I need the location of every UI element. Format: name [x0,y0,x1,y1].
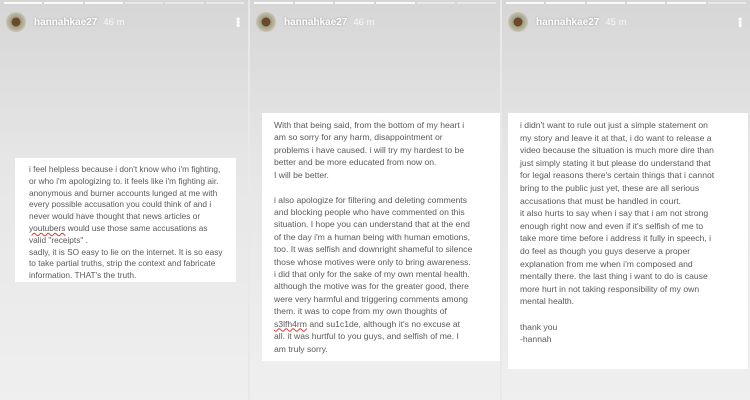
text-line: or who i'm apologizing to. it feels like i'm fighting air. [29,175,219,186]
text-line: information. THAT's the truth. [29,270,137,281]
text-line: enough right now and even if it's selfish of me to [520,220,704,231]
username[interactable]: hannahkae27 [284,16,348,28]
statement-text [15,158,236,282]
text-line: those whose motives were only to bring awareness. [274,256,471,267]
text-line: video because the situation is much more dire than [520,145,714,156]
text-line: were very harmful and triggering comments among [274,293,468,304]
text-line: valid "receipts" . [29,234,88,245]
text-line: do feel as though you guys deserve a proper [520,245,691,256]
text-line: situation. I hope you can understand that at the end [274,219,470,230]
text-line: mentally there. the last thing i want to do is cause [520,271,708,282]
text-line: i feel helpless because i don't know who i'm fighting, [29,164,221,174]
text-line: better and be more educated from now on. [274,157,437,168]
text-line: With that being said, from the bottom of my heart i [274,120,465,130]
avatar[interactable] [508,12,528,32]
misspelled-word: youtubers [29,222,66,233]
text-line: am truly sorry. [274,343,328,354]
story-header [6,10,245,34]
text-line: of the day i'm a human being with human emotions, [274,231,471,242]
text-line: it also hurts to say when i say that i am not strong [520,208,709,219]
more-options-icon[interactable]: ••• [733,17,747,27]
statement-text [262,113,500,361]
misspelled-word: s3lfh4rm [274,318,307,329]
text-line: them. it was to cope from my own thoughts of [274,306,447,317]
signature: -hannah [520,334,552,345]
username[interactable]: hannahkae27 [34,16,98,28]
text-line: thank you [520,321,558,332]
text-line: explanation from me when i'm composed and [520,258,693,269]
text-fragment: and su1c1de, although it's no excuse at [306,318,461,329]
story-panel-1 [0,0,248,400]
text-line: all. it was hurtful to you guys, and selfish of me. I [274,331,459,342]
text-line: i also apologize for filtering and deleting comments [274,194,467,205]
avatar[interactable] [256,12,276,32]
text-line: I will be better. [274,169,329,180]
text-line: never would have thought that news articles or [29,211,201,222]
text-line: although the motive was for the greater good, there [274,281,469,292]
text-line: bring to the public just yet, these are all serious [520,182,700,193]
story-progress [4,2,244,4]
timestamp: 46 m [103,16,125,28]
avatar[interactable] [6,12,26,32]
text-line [29,223,236,235]
story-progress [254,2,496,4]
story-header [256,10,494,34]
story-panel-3 [502,0,750,400]
text-line: accusations that must be handled in court. [520,195,681,206]
text-line: my story and leave it at that, i do want to release a [520,132,712,143]
timestamp: 45 m [605,16,627,28]
text-line: and blocking people who have commented on this [274,207,465,218]
text-line: just simply stating it but please do understand that [520,157,711,168]
story-panel-2 [250,0,500,400]
statement-text [508,113,748,369]
text-line: problems i have caused. i will try my hardest to be [274,144,465,155]
text-line: i didn't want to rule out just a simple statement on [520,120,708,130]
timestamp: 46 m [353,16,375,28]
story-header [508,10,747,34]
more-options-icon[interactable]: ••• [231,17,245,27]
text-line: i did that only for the sake of my own mental health. [274,269,470,280]
text-line [274,318,500,330]
username[interactable]: hannahkae27 [536,16,600,28]
text-line: sadly, it is SO easy to lie on the internet. It is so easy [29,246,223,257]
text-line: take more time before i address it fully in speech, i [520,233,712,244]
text-line: every possible accusation you could think of and i [29,199,212,210]
story-progress [506,2,746,4]
text-line: too. It was selfish and downright shameful to silence [274,244,473,255]
text-line: am so sorry for any harm, disappointment or [274,132,443,143]
text-line: more hurt in not taking responsibility of my own [520,283,700,294]
text-line: mental health. [520,296,574,307]
text-line: for legal reasons there's certain things that i cannot [520,170,715,181]
text-line: anonymous and burner accounts lunged at me with [29,187,218,198]
text-line: to take partial truths, strip the context and fabricate [29,258,216,269]
text-fragment: would use those same accusations as [65,222,208,233]
